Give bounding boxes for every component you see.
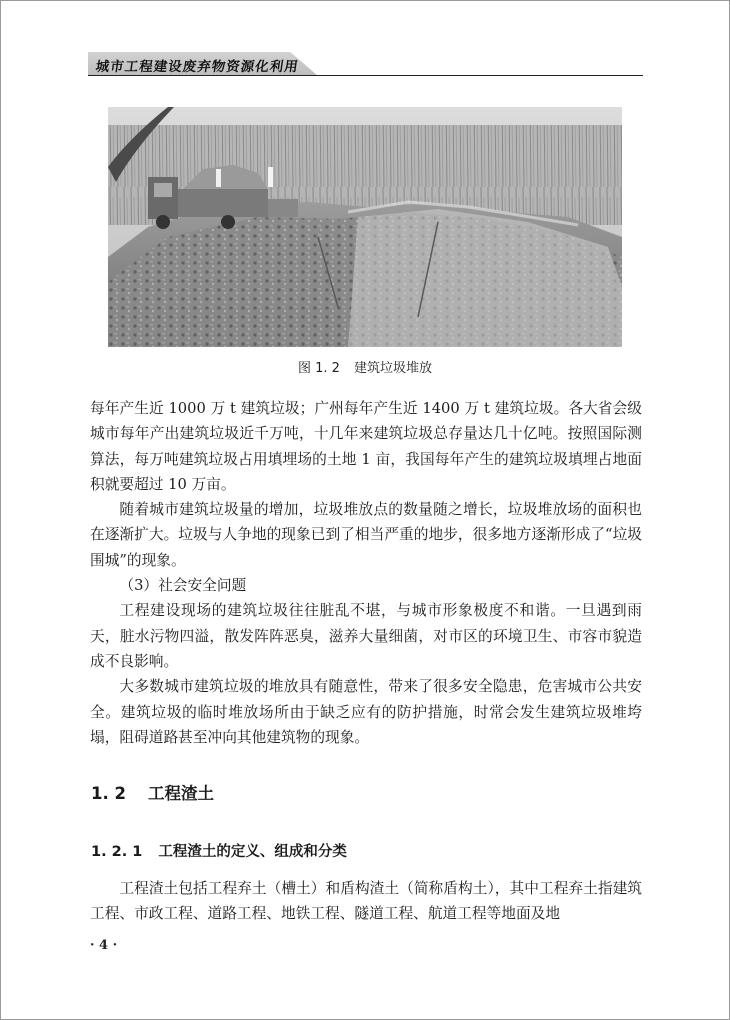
body-text-top [90,396,642,750]
figure-caption-text: 建筑垃圾堆放 [353,361,432,376]
paragraph: 随着城市建筑垃圾量的增加，垃圾堆放点的数量随之增长，垃圾堆放场的面积也在逐渐扩大。垃圾与人争地的现象已到了相当严重的地步，很多地方逐渐形成了“垃圾围城”的现象。 [90,501,642,569]
subsection-title: 工程渣土的定义、组成和分类 [158,844,347,860]
photo-illustration [108,107,622,347]
section-title: 工程渣土 [147,784,214,803]
paragraph: 工程建设现场的建筑垃圾往往脏乱不堪，与城市形象极度不和谐。一旦遇到雨天，脏水污物四溢，散发阵阵恶臭，滋养大量细菌，对市区的环境卫生、市容市貌造成不良影响。 [90,602,642,670]
paragraph: 大多数城市建筑垃圾的堆放具有随意性，带来了很多安全隐患，危害城市公共安全。建筑垃圾的临时堆放场所由于缺乏应有的防护措施，时常会发生建筑垃圾堆垮塌，阻碍道路甚至冲向其他建筑物的现象。 [90,678,642,746]
paragraph: 工程渣土包括工程弃土（槽土）和盾构渣土（简称盾构土），其中工程弃土指建筑工程、市政工程、道路工程、地铁工程、隧道工程、航道工程等地面及地 [90,880,642,923]
subsection-number: 1. 2. 1 [91,844,143,860]
paragraph: 每年产生近 1000 万 t 建筑垃圾；广州每年产生近 1400 万 t 建筑垃圾。各大省会级城市每年产出建筑垃圾近千万吨，十几年来建筑垃圾总存量达几十亿吨。按照国际测算法，每万吨建筑垃圾占用填埋场的土地 1 亩，我国每年产生的建筑垃圾填埋占地面积就要超过 10 万亩。 [90,400,642,493]
section-heading [91,780,214,804]
running-header-title: 城市工程建设废弃物资源化利用 [94,59,300,75]
figure-photo-construction-waste-pile [108,107,622,347]
subsection-heading [91,840,347,861]
header-rule [88,75,643,76]
figure-number: 图 1. 2 [298,361,340,376]
section-number: 1. 2 [91,784,126,803]
page-number: · 4 · [90,938,118,953]
list-heading: （3）社会安全问题 [119,577,247,595]
body-text-bottom [90,876,642,927]
figure-caption [0,357,730,376]
